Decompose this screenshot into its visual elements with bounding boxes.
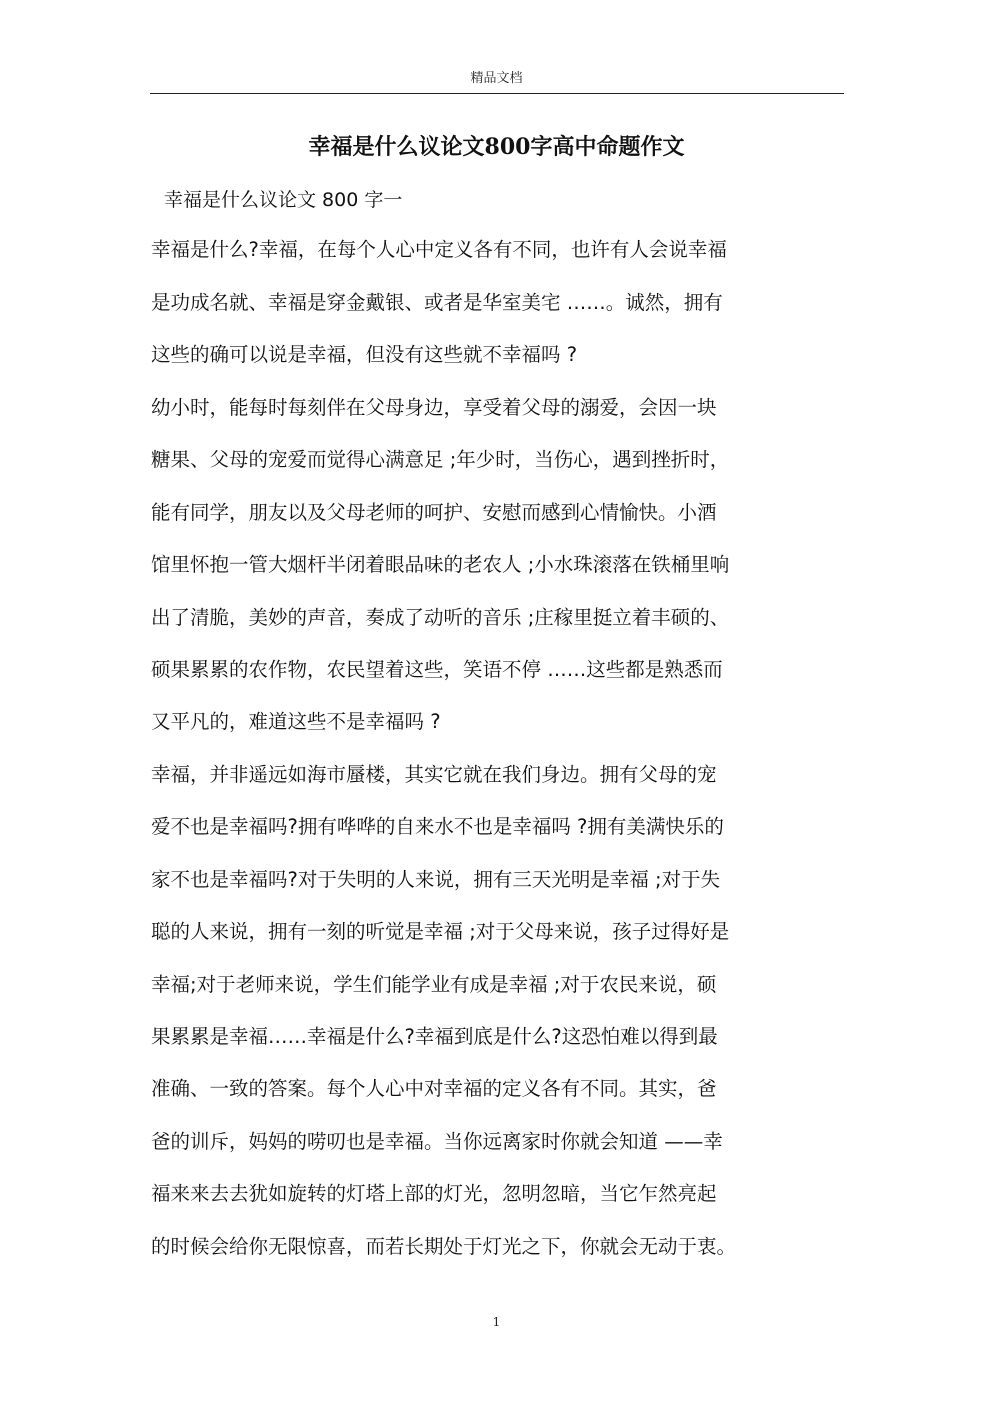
text-line: 爱不也是幸福吗?拥有哗哗的自来水不也是幸福吗 ?拥有美满快乐的: [151, 815, 724, 838]
text-line: 又平凡的，难道这些不是幸福吗 ?: [151, 710, 441, 733]
text-line: 家不也是幸福吗?对于失明的人来说，拥有三天光明是幸福 ;对于失: [151, 868, 721, 891]
text-line: 果累累是幸福……幸福是什么?幸福到底是什么?这恐怕难以得到最: [151, 1025, 718, 1048]
text-line: 幸福;对于老师来说，学生们能学业有成是幸福 ;对于农民来说，硕: [151, 973, 717, 996]
text-line: 是功成名就、幸福是穿金戴银、或者是华室美宅 ……。诚然，拥有: [151, 291, 723, 314]
text-line: 准确、一致的答案。每个人心中对幸福的定义各有不同。其实，爸: [151, 1077, 717, 1100]
text-line: 幸福是什么?幸福，在每个人心中定义各有不同，也许有人会说幸福: [151, 238, 727, 261]
text-line: 幸福，并非遥远如海市蜃楼，其实它就在我们身边。拥有父母的宠: [151, 763, 717, 786]
header-divider: [150, 93, 844, 94]
document-title: 幸福是什么议论文800字高中命题作文: [308, 134, 685, 160]
text-line: 硕果累累的农作物，农民望着这些，笑语不停 ……这些都是熟悉而: [151, 658, 723, 681]
page-header: 精品文档: [470, 71, 523, 86]
text-line: 出了清脆，美妙的声音，奏成了动听的音乐 ;庄稼里挺立着丰硕的、: [151, 606, 730, 629]
page-number: 1: [492, 1315, 501, 1329]
text-line: 幼小时，能每时每刻伴在父母身边，享受着父母的溺爱，会因一块: [151, 396, 717, 419]
section-title: 幸福是什么议论文 800 字一: [164, 189, 403, 211]
text-line: 聪的人来说，拥有一刻的听觉是幸福 ;对于父母来说，孩子过得好是: [151, 920, 730, 943]
text-line: 的时候会给你无限惊喜，而若长期处于灯光之下，你就会无动于衷。: [151, 1235, 737, 1258]
text-line: 这些的确可以说是幸福，但没有这些就不幸福吗 ?: [151, 343, 578, 366]
text-line: 糖果、父母的宠爱而觉得心满意足 ;年少时，当伤心，遇到挫折时，: [151, 448, 730, 471]
text-line: 能有同学，朋友以及父母老师的呵护、安慰而感到心情愉快。小酒: [151, 501, 717, 524]
text-line: 爸的训斥，妈妈的唠叨也是幸福。当你远离家时你就会知道 ——幸: [151, 1130, 723, 1153]
text-line: 馆里怀抱一管大烟杆半闭着眼品味的老农人 ;小水珠滚落在铁桶里响: [151, 553, 730, 576]
text-line: 福来来去去犹如旋转的灯塔上部的灯光，忽明忽暗，当它乍然亮起: [151, 1182, 717, 1205]
